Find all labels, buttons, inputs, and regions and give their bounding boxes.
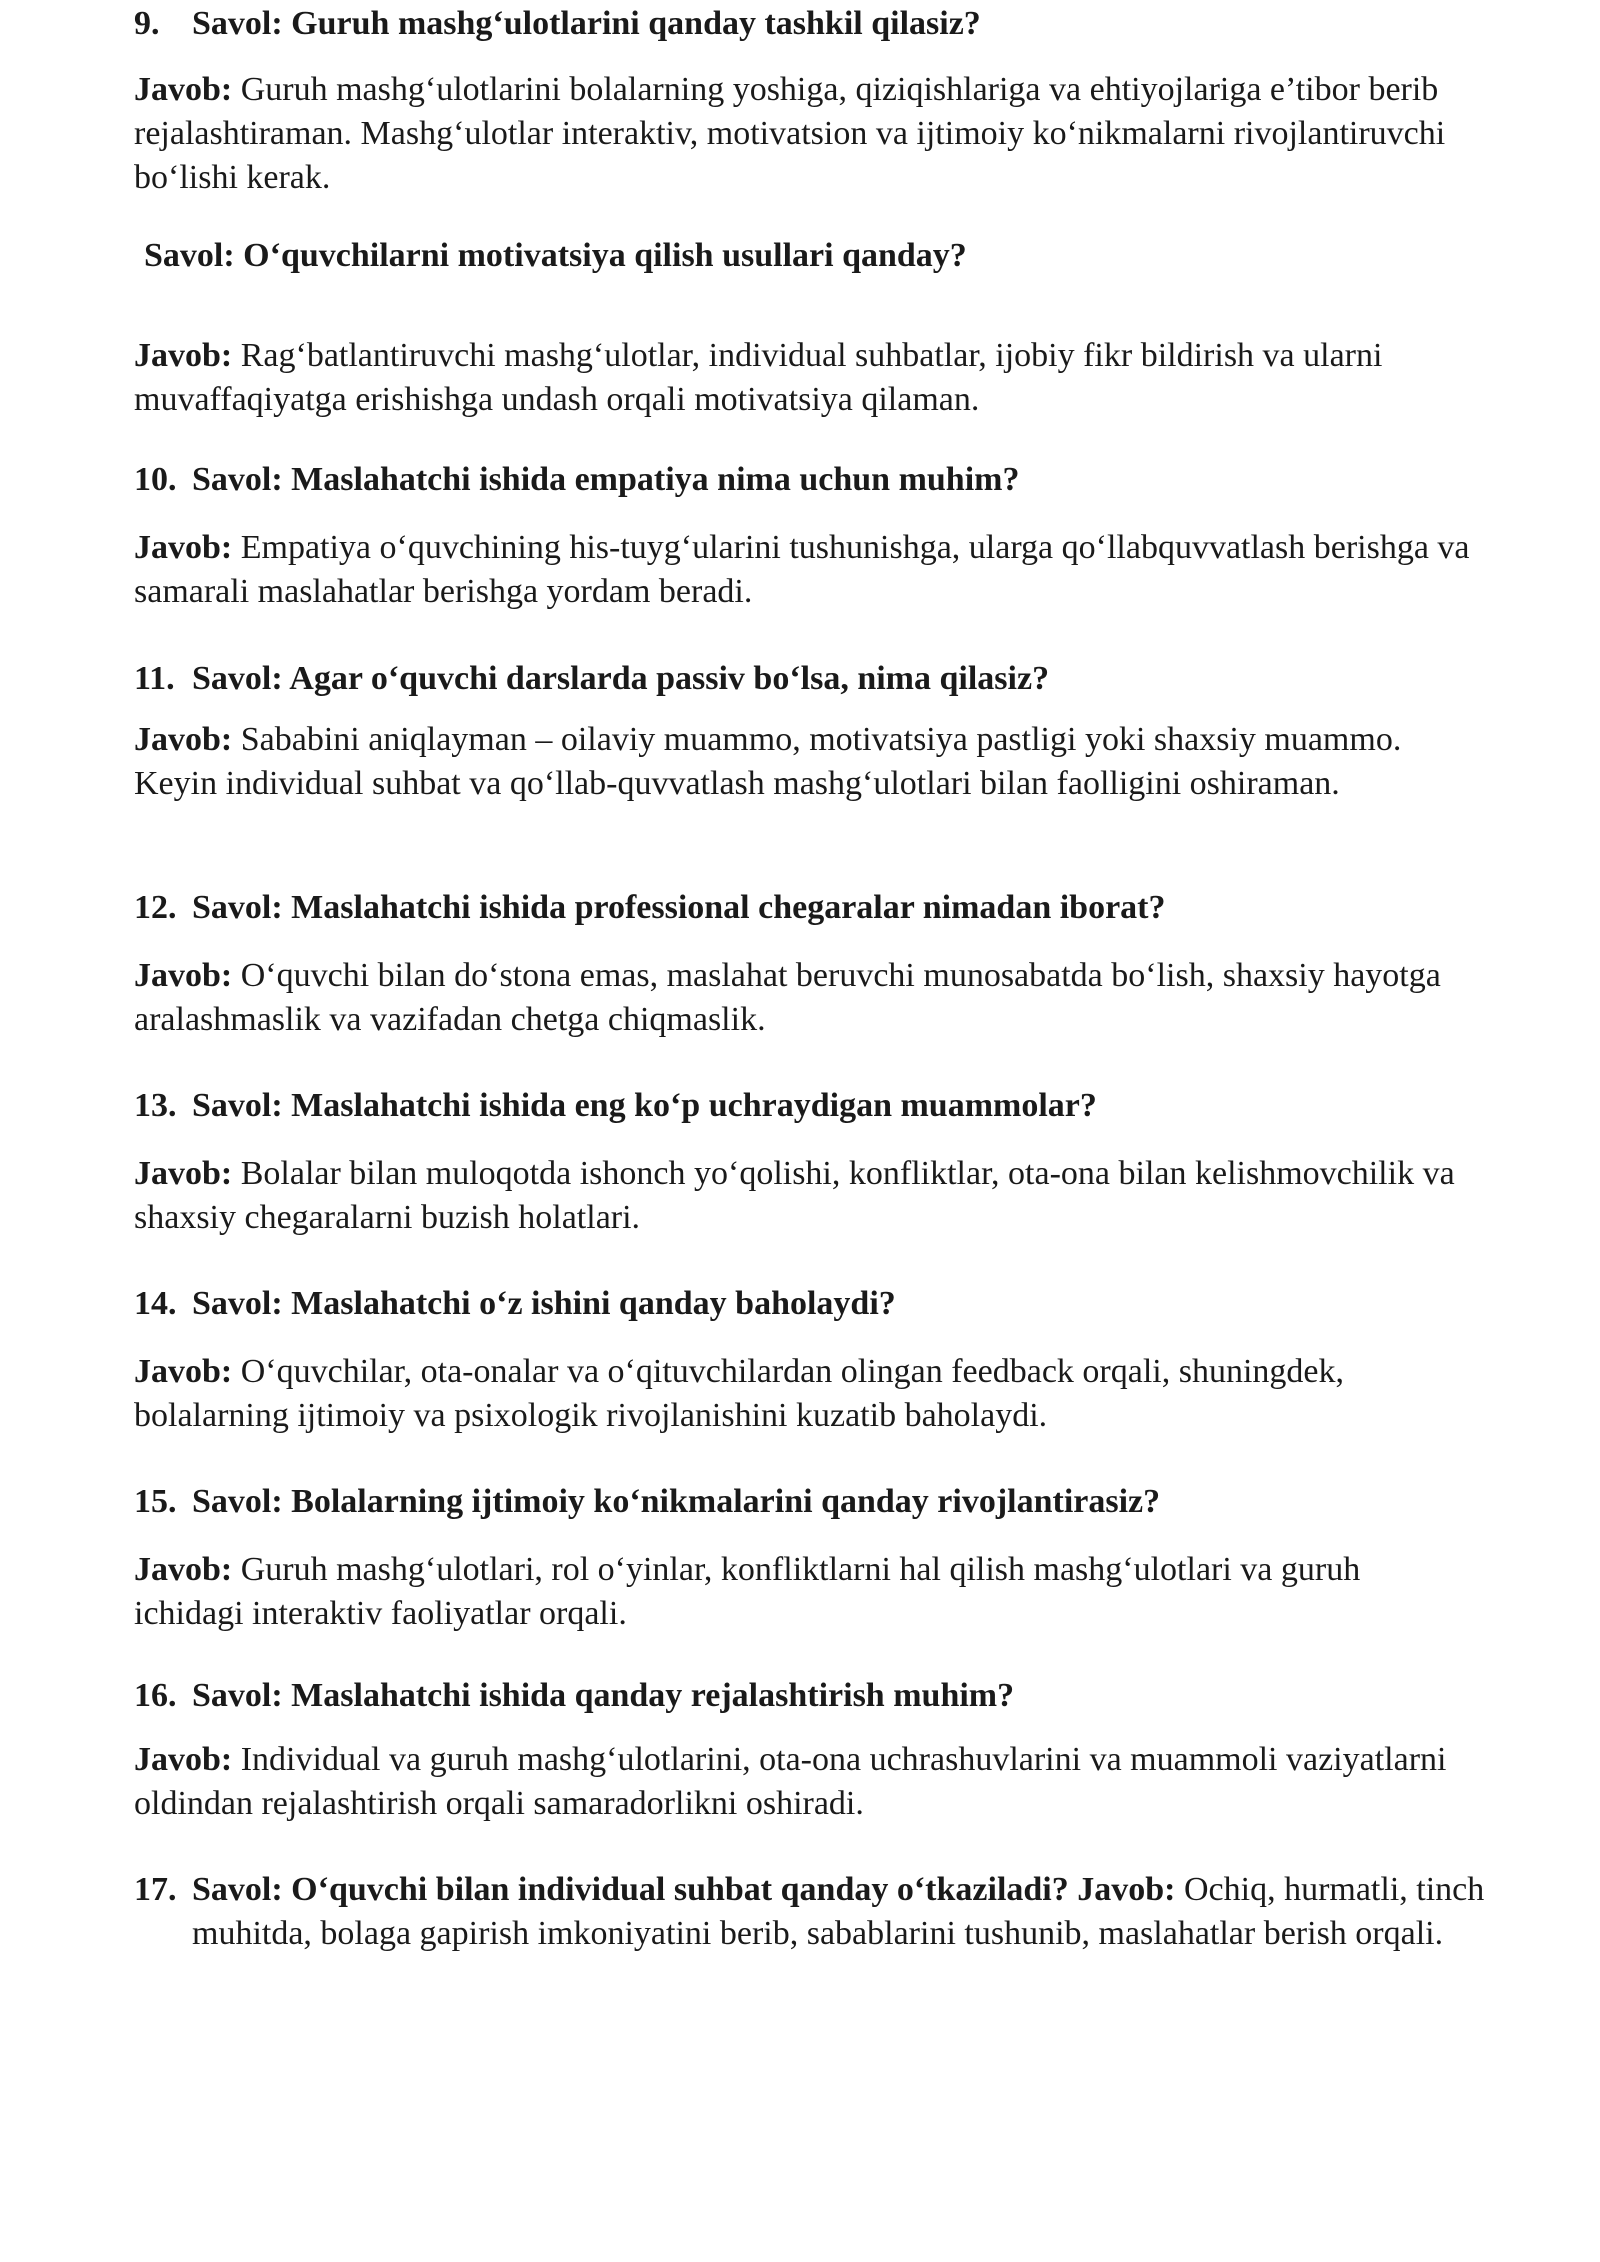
question-heading — [134, 1282, 1514, 1326]
answer-label: Javob: — [134, 1353, 233, 1390]
answer-text: Empatiya o‘quvchining his-tuyg‘ularini tushunishga, ularga qo‘llabquvvatlash berishga va samarali maslahatlar berishga yordam beradi. — [134, 529, 1470, 610]
question-text: Savol: O‘quvchilarni motivatsiya qilish usullari qanday? — [144, 237, 967, 274]
question-text: Savol: O‘quvchi bilan individual suhbat qanday o‘tkaziladi? — [192, 1871, 1069, 1908]
question-text: Savol: Bolalarning ijtimoiy ko‘nikmalarini qanday rivojlantirasiz? — [192, 1483, 1161, 1520]
question-text: Savol: Guruh mashg‘ulotlarini qanday tashkil qilasiz? — [192, 5, 981, 42]
answer-paragraph — [134, 68, 1474, 200]
question-heading — [134, 657, 1514, 701]
question-number: 9. — [134, 5, 160, 42]
answer-label: Javob: — [134, 1551, 233, 1588]
answer-label: Javob: — [134, 71, 233, 108]
question-heading — [144, 234, 1524, 278]
answer-text: Bolalar bilan muloqotda ishonch yo‘qolishi, konfliktlar, ota-ona bilan kelishmovchilik va shaxsiy chegaralarni buzish holatlari. — [134, 1155, 1455, 1236]
question-heading — [134, 1084, 1514, 1128]
question-number: 15. — [134, 1483, 177, 1520]
answer-paragraph — [134, 718, 1474, 806]
question-number: 14. — [134, 1285, 177, 1322]
answer-text: Rag‘batlantiruvchi mashg‘ulotlar, individual suhbatlar, ijobiy fikr bildirish va ularni muvaffaqiyatga erishishga undash orqali motivatsiya qilaman. — [134, 337, 1383, 418]
answer-paragraph — [134, 334, 1474, 422]
answer-text: O‘quvchi bilan do‘stona emas, maslahat beruvchi munosabatda bo‘lish, shaxsiy hayotga aralashmaslik va vazifadan chetga chiqmaslik. — [134, 957, 1441, 1038]
question-heading — [134, 886, 1514, 930]
answer-paragraph — [134, 1152, 1474, 1240]
answer-paragraph — [134, 954, 1474, 1042]
answer-label: Javob: — [134, 1155, 233, 1192]
answer-label: Javob: — [134, 721, 233, 758]
answer-label: Javob: — [134, 1741, 233, 1778]
answer-label: Javob: — [134, 957, 233, 994]
question-text: Savol: Maslahatchi ishida qanday rejalashtirish muhim? — [192, 1677, 1015, 1714]
answer-label: Javob: — [1077, 1871, 1176, 1908]
question-heading — [134, 1674, 1514, 1718]
question-text: Savol: Maslahatchi ishida empatiya nima uchun muhim? — [192, 461, 1020, 498]
question-number: 10. — [134, 461, 177, 498]
question-number: 12. — [134, 889, 177, 926]
answer-text: Individual va guruh mashg‘ulotlarini, ota-ona uchrashuvlarini va muammoli vaziyatlarni oldindan rejalashtirish orqali samaradorlikni oshiradi. — [134, 1741, 1447, 1822]
question-text: Savol: Maslahatchi ishida eng ko‘p uchraydigan muammolar? — [192, 1087, 1097, 1124]
answer-text: O‘quvchilar, ota-onalar va o‘qituvchilardan olingan feedback orqali, shuningdek, bolalarning ijtimoiy va psixologik rivojlanishini kuzatib baholaydi. — [134, 1353, 1344, 1434]
question-heading — [134, 1480, 1514, 1524]
answer-paragraph — [134, 1738, 1474, 1826]
answer-text: Sababini aniqlayman – oilaviy muammo, motivatsiya pastligi yoki shaxsiy muammo. Keyin individual suhbat va qo‘llab-quvvatlash mashg‘ulotlari bilan faolligini oshiraman. — [134, 721, 1402, 802]
answer-text: Ochiq, hurmatli, tinch muhitda, bolaga gapirish imkoniyatini berib, sabablarini tushunib, maslahatlar berish orqali. — [192, 1871, 1485, 1952]
question-text: Savol: Maslahatchi o‘z ishini qanday baholaydi? — [192, 1285, 896, 1322]
question-number: 17. — [134, 1871, 177, 1908]
question-answer-paragraph — [134, 1868, 1532, 1956]
answer-paragraph — [134, 1548, 1474, 1636]
question-number: 11. — [134, 660, 175, 697]
question-text: Savol: Agar o‘quvchi darslarda passiv bo‘lsa, nima qilasiz? — [192, 660, 1050, 697]
answer-text: Guruh mashg‘ulotlarini bolalarning yoshiga, qiziqishlariga va ehtiyojlariga e’tibor berib rejalashtiraman. Mashg‘ulotlar interaktiv, motivatsion va ijtimoiy ko‘nikmalarni rivojlantiruvchi bo‘lishi kerak. — [134, 71, 1446, 196]
answer-label: Javob: — [134, 529, 233, 566]
question-number: 13. — [134, 1087, 177, 1124]
answer-label: Javob: — [134, 337, 233, 374]
answer-paragraph — [134, 526, 1474, 614]
question-heading — [134, 2, 1514, 46]
answer-text: Guruh mashg‘ulotlari, rol o‘yinlar, konfliktlarni hal qilish mashg‘ulotlari va guruh ichidagi interaktiv faoliyatlar orqali. — [134, 1551, 1361, 1632]
question-heading — [134, 458, 1514, 502]
answer-paragraph — [134, 1350, 1474, 1438]
question-number: 16. — [134, 1677, 177, 1714]
question-text: Savol: Maslahatchi ishida professional chegaralar nimadan iborat? — [192, 889, 1166, 926]
